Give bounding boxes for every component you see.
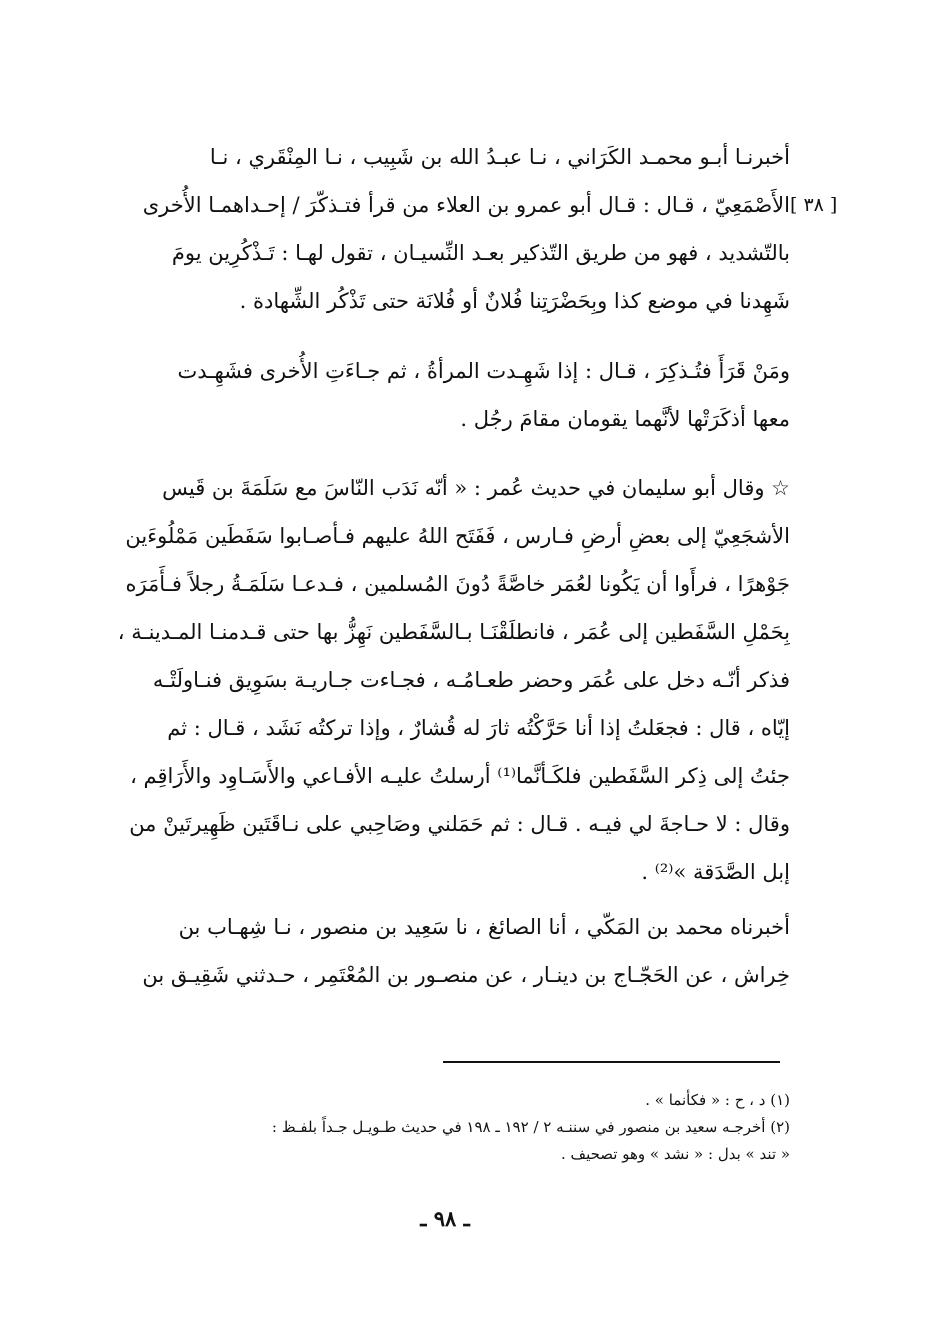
footnote-1: (١) د ، ح : « فكأنما » . xyxy=(645,1091,790,1109)
text-line: أخبرنـا أبـو محمـد الكَرَاني ، نـا عبـدُ الله بن شَبِيب ، نـا المِنْقَري ، نـا xyxy=(209,145,790,169)
margin-reference-number: [ ٣٨ ] xyxy=(790,194,838,216)
text-line: إيّاه ، قال : فجعَلتُ إذا أنا حَرَّكْتُه ثارَ له قُشارٌ ، وإذا تركتُه نَشَد ، قـال : ثم xyxy=(167,716,790,740)
text-line: أخبرناه محمد بن المَكّي ، أنا الصائغ ، نا سَعِيد بن منصور ، نـا شِهـاب بن xyxy=(178,915,790,939)
text-line: الأشجَعِيّ إلى بعضِ أرضِ فـارس ، فَفَتَح اللهُ عليهم فـأصـابوا سَفَطَين مَمْلُوءَين xyxy=(125,524,790,548)
footnote-2: (٢) أخرجـه سعيد بن منصور في سننـه ٢ / ١٩٢ ـ ١٩٨ في حديث طـويـل جـداً بلفـظ : xyxy=(271,1118,790,1136)
text-line: خِراش ، عن الحَجّـاج بن دينـار ، عن منصـور بن المُعْتَمِر ، حـدثني شَقِيـق بن xyxy=(142,963,790,987)
footnote-2-continued: « تند » بدل : « نشد » وهو تصحيف . xyxy=(561,1145,790,1163)
page-number: ـ ٩٨ ـ xyxy=(420,1206,470,1231)
text-line: جئتُ إلى ذِكر السَّفَطين فلكَـأنَّما⁽¹⁾ أرسلتُ عليـه الأفـاعي والأَسَـاوِد والأَرَاقِم ، xyxy=(130,764,790,788)
paragraph-2 xyxy=(100,347,790,443)
footnote-divider xyxy=(443,1061,780,1063)
text-line: شَهِدنا في موضع كذا وبِحَضْرَتِنا فُلانٌ أو فُلانَة حتى تَذْكُر الشِّهادة . xyxy=(239,289,790,313)
text-line: إبل الصَّدَقة »⁽²⁾ . xyxy=(641,860,790,884)
text-line: بِحَمْلِ السَّفَطين إلى عُمَر ، فانطلَقْنَـا بـالسَّفَطين نَهِزُّ بها حتى قـدمنـا المـدينـة ، xyxy=(117,620,790,644)
footnotes xyxy=(90,1087,790,1168)
text-line: جَوْهرًا ، فرأَوا أن يَكُونا لعُمَر خاصَّةً دُونَ المُسلمين ، فـدعـا سَلَمَـةُ رجلاً فـأَمَرَه xyxy=(125,572,790,596)
text-line: وقال : لا حـاجةَ لي فيـه . قـال : ثم حَمَلني وصَاحِبي على نـاقَتَين ظَهِيرتَينْ من xyxy=(129,812,790,836)
paragraph-1 xyxy=(100,133,790,325)
paragraph-4 xyxy=(100,903,790,999)
text-line: ومَنْ قَرَأَ فتُـذكِرَ ، قـال : إذا شَهِـدت المرأةُ ، ثم جـاءَتِ الأُخرى فشَهِـدت xyxy=(177,359,790,383)
paragraph-3 xyxy=(100,464,790,896)
text-line: بالتّشديد ، فهو من طريق التّذكير بعـد النِّسيـان ، تقول لهـا : تَـذْكُرِين يومَ xyxy=(171,241,790,265)
text-line: الأَصْمَعِيّ ، قـال : قـال أبو عمرو بن العلاء من قرأ فتـذكّرَ / إحـداهمـا الأُخرى xyxy=(142,193,790,217)
text-line: ☆ وقال أبو سليمان في حديث عُمر : « أنّه نَدَب النّاسَ مع سَلَمَةَ بن قَيس xyxy=(162,476,790,500)
text-line: معها أذكَرَتْها لأنَّهما يقومان مقامَ رجُل . xyxy=(460,407,790,431)
text-line: فذكر أنّـه دخل على عُمَر وحضر طعـامُـه ، فجـاءت جـاريـة بسَوِيق فنـاولَتْـه xyxy=(152,668,790,692)
